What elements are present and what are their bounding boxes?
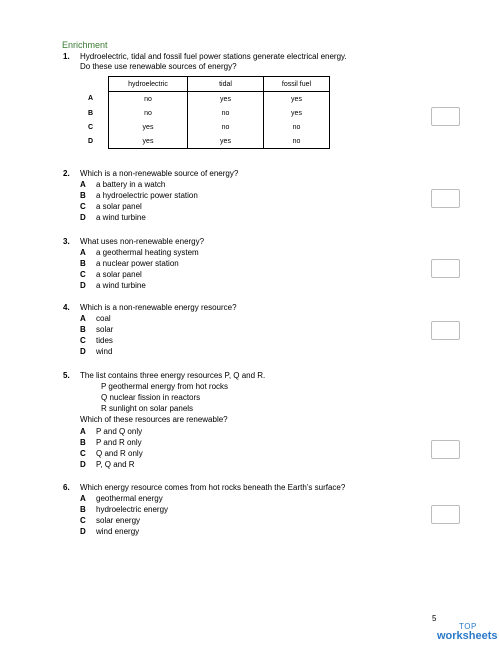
q4-option-letter-a: A [80,314,86,323]
q5-option-d: P, Q and R [96,460,135,469]
q5-option-letter-a: A [80,427,86,436]
q4-option-c: tides [96,336,113,345]
q1-text-line1: Hydroelectric, tidal and fossil fuel power stations generate electrical energy. [80,52,347,61]
q6-option-b: hydroelectric energy [96,505,169,514]
table-header-fossil-fuel: fossil fuel [264,77,330,92]
q4-option-letter-c: C [80,336,86,345]
table-cell: yes [264,106,330,120]
table-row-label: B [88,109,94,117]
q3-option-a: a geothermal heating system [96,248,199,257]
q5-answer-box[interactable] [431,440,460,459]
table-cell: yes [188,134,264,149]
logo-bottom-text: worksheets [437,630,498,642]
logo-top-text: TOP [459,622,477,631]
q5-option-c: Q and R only [96,449,143,458]
q2-option-letter-b: B [80,191,86,200]
q2-option-b: a hydroelectric power station [96,191,198,200]
table-row-label: A [88,95,94,103]
q1-text-line2: Do these use renewable sources of energy? [80,62,237,71]
q3-option-c: a solar panel [96,270,142,279]
section-title: Enrichment [62,40,108,50]
q5-option-letter-d: D [80,460,86,469]
q3-option-d: a wind turbine [96,281,146,290]
q5-number: 5. [63,371,70,380]
q1-number: 1. [63,52,70,61]
table-row [80,134,330,149]
q3-text: What uses non-renewable energy? [80,237,205,246]
table-cell: no [109,92,188,107]
q5-option-a: P and Q only [96,427,143,436]
q5-option-b: P and R only [96,438,142,447]
q4-option-b: solar [96,325,114,334]
q3-number: 3. [63,237,70,246]
q4-answer-box[interactable] [431,321,460,340]
q5-option-letter-c: C [80,449,86,458]
q6-option-letter-d: D [80,527,86,536]
q3-option-letter-d: D [80,281,86,290]
table-row-label: C [88,123,94,131]
q1-answer-box[interactable] [431,107,460,126]
table-cell: yes [109,134,188,149]
table-row [80,92,330,107]
q6-text: Which energy resource comes from hot rocks beneath the Earth’s surface? [80,483,346,492]
q3-answer-box[interactable] [431,259,460,278]
q4-option-letter-d: D [80,347,86,356]
page-number: 5 [432,614,437,623]
q2-answer-box[interactable] [431,189,460,208]
table-row-label: D [88,137,94,145]
q5-question: Which of these resources are renewable? [80,415,228,424]
q2-option-letter-d: D [80,213,86,222]
table-row [80,106,330,120]
q3-option-letter-a: A [80,248,86,257]
q3-option-letter-b: B [80,259,86,268]
q2-text: Which is a non-renewable source of energy? [80,169,239,178]
q2-option-d: a wind turbine [96,213,146,222]
table-cell: yes [264,92,330,107]
q6-number: 6. [63,483,70,492]
q4-number: 4. [63,303,70,312]
table-cell: yes [188,92,264,107]
q5-list-item-p: P geothermal energy from hot rocks [101,382,229,391]
q2-option-a: a battery in a watch [96,180,166,189]
q4-option-a: coal [96,314,111,323]
q4-text: Which is a non-renewable energy resource? [80,303,237,312]
q5-list-item-q: Q nuclear fission in reactors [101,393,201,402]
q3-option-letter-c: C [80,270,86,279]
q2-option-letter-a: A [80,180,86,189]
q6-answer-box[interactable] [431,505,460,524]
table-cell: no [264,120,330,134]
q3-option-b: a nuclear power station [96,259,179,268]
table-cell: no [188,120,264,134]
table-header-hydroelectric: hydroelectric [109,77,188,92]
q6-option-d: wind energy [96,527,140,536]
q6-option-a: geothermal energy [96,494,163,503]
table-cell: no [109,106,188,120]
table-cell: no [188,106,264,120]
q6-option-letter-a: A [80,494,86,503]
table-header-tidal: tidal [188,77,264,92]
q5-list-item-r: R sunlight on solar panels [101,404,194,413]
q6-option-c: solar energy [96,516,141,525]
table-cell: yes [109,120,188,134]
q2-number: 2. [63,169,70,178]
table-cell: no [264,134,330,149]
q6-option-letter-b: B [80,505,86,514]
q4-option-letter-b: B [80,325,86,334]
q4-option-d: wind [96,347,113,356]
q2-option-letter-c: C [80,202,86,211]
q2-option-c: a solar panel [96,202,142,211]
q5-text: The list contains three energy resources P, Q and R. [80,371,266,380]
table-row [80,120,330,134]
renewable-table [80,76,330,149]
q5-option-letter-b: B [80,438,86,447]
q6-option-letter-c: C [80,516,86,525]
